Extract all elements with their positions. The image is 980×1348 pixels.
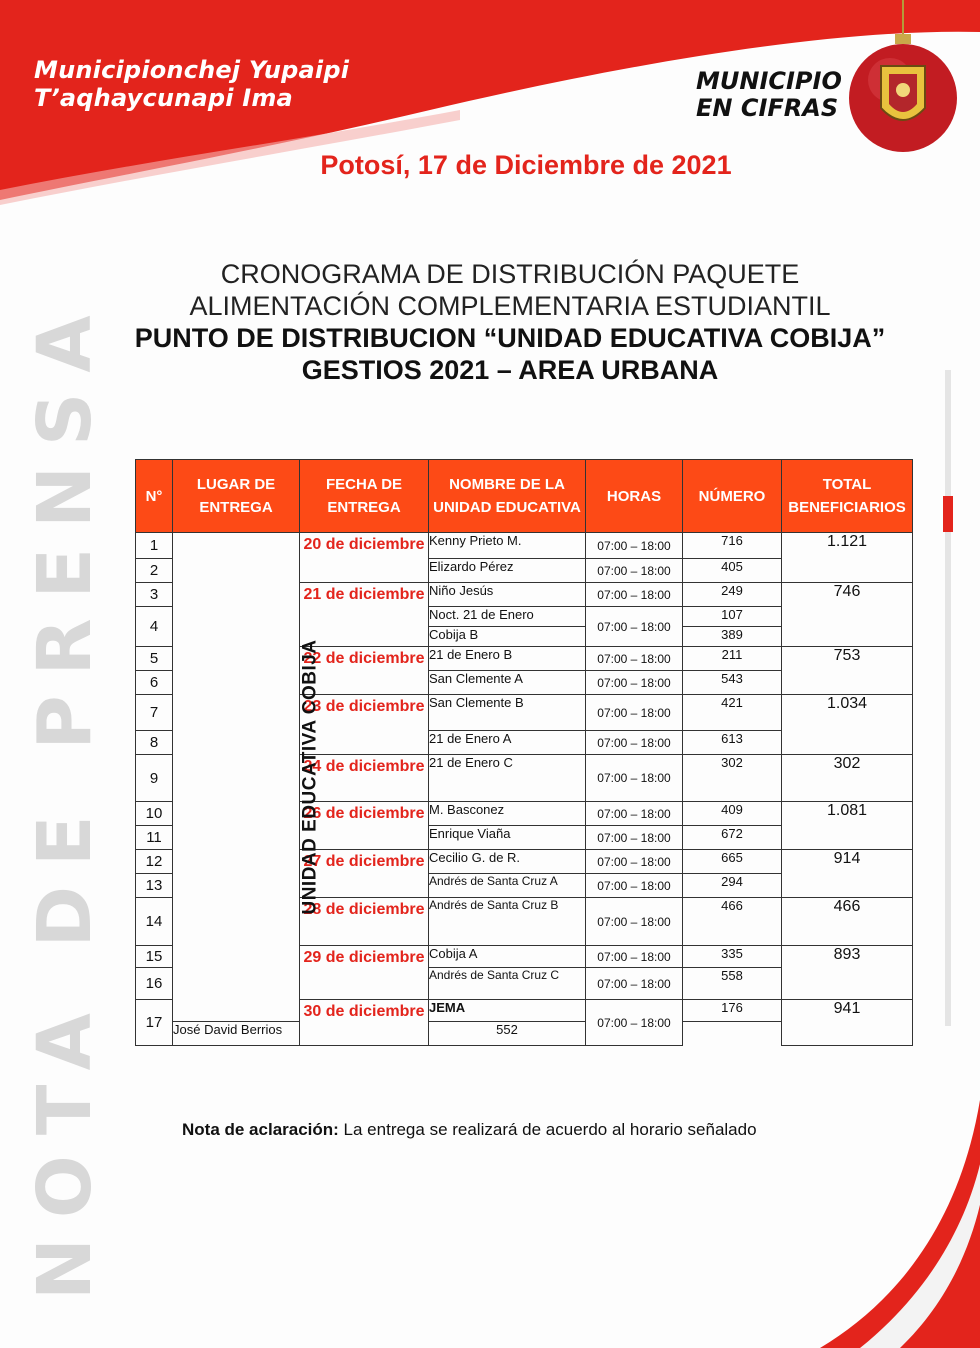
horas-cell: 07:00 – 18:00 xyxy=(586,607,683,647)
horas-cell: 07:00 – 18:00 xyxy=(586,874,683,898)
fecha-cell: 20 de diciembre xyxy=(300,533,429,583)
horas-cell: 07:00 – 18:00 xyxy=(586,533,683,559)
fecha-cell: 24 de diciembre xyxy=(300,755,429,802)
horas-cell: 07:00 – 18:00 xyxy=(586,946,683,968)
row-number: 5 xyxy=(136,647,173,671)
numero-cell: 405 xyxy=(683,559,782,583)
row-number: 8 xyxy=(136,731,173,755)
note-label: Nota de aclaración: xyxy=(182,1120,339,1139)
row-number: 12 xyxy=(136,850,173,874)
row-number: 9 xyxy=(136,755,173,802)
row-number: 16 xyxy=(136,968,173,1000)
unidad-educativa: Noct. 21 de Enero xyxy=(429,607,586,627)
title-line-1: CRONOGRAMA DE DISTRIBUCIÓN PAQUETE xyxy=(220,259,800,289)
total-cell: 1.081 xyxy=(782,802,913,850)
unidad-educativa: 21 de Enero B xyxy=(429,647,586,671)
horas-cell: 07:00 – 18:00 xyxy=(586,583,683,607)
unidad-educativa: 21 de Enero A xyxy=(429,731,586,755)
row-number: 7 xyxy=(136,695,173,731)
horas-cell: 07:00 – 18:00 xyxy=(586,755,683,802)
unidad-educativa: 21 de Enero C xyxy=(429,755,586,802)
header-lugar: LUGAR DE ENTREGA xyxy=(173,460,300,533)
row-number: 14 xyxy=(136,898,173,946)
horas-cell: 07:00 – 18:00 xyxy=(586,802,683,826)
horas-cell: 07:00 – 18:00 xyxy=(586,968,683,1000)
numero-cell: 543 xyxy=(683,671,782,695)
unidad-educativa: Cecilio G. de R. xyxy=(429,850,586,874)
nota-de-prensa-watermark: NOTA DE PRENSA xyxy=(22,295,108,1300)
row-number: 13 xyxy=(136,874,173,898)
side-scroll-marker xyxy=(943,496,953,532)
fecha-cell: 23 de diciembre xyxy=(300,695,429,755)
unidad-educativa: Cobija A xyxy=(429,946,586,968)
numero-cell: 211 xyxy=(683,647,782,671)
header-fecha: FECHA DE ENTREGA xyxy=(300,460,429,533)
row-number: 2 xyxy=(136,559,173,583)
numero-cell: 466 xyxy=(683,898,782,946)
document-date: Potosí, 17 de Diciembre de 2021 xyxy=(320,150,732,180)
numero-cell: 421 xyxy=(683,695,782,731)
brand-text xyxy=(34,56,349,112)
row-number: 6 xyxy=(136,671,173,695)
horas-cell: 07:00 – 18:00 xyxy=(586,731,683,755)
total-cell: 1.121 xyxy=(782,533,913,583)
unidad-educativa: San Clemente A xyxy=(429,671,586,695)
numero-cell: 672 xyxy=(683,826,782,850)
logo-line-1: MUNICIPIO xyxy=(696,67,842,95)
unidad-educativa: José David Berrios xyxy=(173,1022,300,1046)
table-row xyxy=(136,533,913,559)
horas-cell: 07:00 – 18:00 xyxy=(586,898,683,946)
numero-cell: 558 xyxy=(683,968,782,1000)
numero-cell: 613 xyxy=(683,731,782,755)
numero-cell: 552 xyxy=(429,1022,586,1046)
unidad-educativa: M. Basconez xyxy=(429,802,586,826)
row-number: 1 xyxy=(136,533,173,559)
unidad-educativa: Kenny Prieto M. xyxy=(429,533,586,559)
note-text: La entrega se realizará de acuerdo al horario señalado xyxy=(338,1120,757,1139)
lugar-entrega-cell xyxy=(173,533,321,1022)
title-line-2: ALIMENTACIÓN COMPLEMENTARIA ESTUDIANTIL xyxy=(189,291,831,321)
horas-cell: 07:00 – 18:00 xyxy=(586,695,683,731)
header-numero: NÚMERO xyxy=(683,460,782,533)
schedule-table xyxy=(135,459,913,1046)
fecha-cell: 26 de diciembre xyxy=(300,802,429,850)
fecha-cell: 28 de diciembre xyxy=(300,898,429,946)
clarification-note xyxy=(182,1120,757,1140)
horas-cell: 07:00 – 18:00 xyxy=(586,850,683,874)
header-total: TOTAL BENEFICIARIOS xyxy=(782,460,913,533)
side-scroll-track xyxy=(945,370,951,1026)
total-cell: 893 xyxy=(782,946,913,1000)
numero-cell: 716 xyxy=(683,533,782,559)
header-horas: HORAS xyxy=(586,460,683,533)
horas-cell: 07:00 – 18:00 xyxy=(586,1000,683,1046)
logo-line-2: EN CIFRAS xyxy=(696,94,839,122)
horas-cell: 07:00 – 18:00 xyxy=(586,826,683,850)
numero-cell: 249 xyxy=(683,583,782,607)
numero-cell: 302 xyxy=(683,755,782,802)
title-line-3: PUNTO DE DISTRIBUCION “UNIDAD EDUCATIVA COBIJA” xyxy=(134,323,886,353)
total-cell: 1.034 xyxy=(782,695,913,755)
table-header-row xyxy=(136,460,913,533)
fecha-cell: 29 de diciembre xyxy=(300,946,429,1000)
horas-cell: 07:00 – 18:00 xyxy=(586,671,683,695)
fecha-cell: 22 de diciembre xyxy=(300,647,429,695)
unidad-educativa: Enrique Viaña xyxy=(429,826,586,850)
total-cell: 466 xyxy=(782,898,913,946)
numero-cell: 409 xyxy=(683,802,782,826)
unidad-educativa: JEMA xyxy=(429,1000,586,1022)
unidad-educativa: Andrés de Santa Cruz A xyxy=(429,874,586,898)
numero-cell: 176 xyxy=(683,1000,782,1022)
horas-cell: 07:00 – 18:00 xyxy=(586,647,683,671)
unidad-educativa: Andrés de Santa Cruz B xyxy=(429,898,586,946)
municipio-en-cifras-logo xyxy=(696,68,842,122)
total-cell: 746 xyxy=(782,583,913,647)
numero-cell: 389 xyxy=(683,627,782,647)
numero-cell: 665 xyxy=(683,850,782,874)
row-number: 15 xyxy=(136,946,173,968)
header-nombre: NOMBRE DE LA UNIDAD EDUCATIVA xyxy=(429,460,586,533)
total-cell: 753 xyxy=(782,647,913,695)
numero-cell: 335 xyxy=(683,946,782,968)
row-number: 4 xyxy=(136,607,173,647)
horas-cell: 07:00 – 18:00 xyxy=(586,559,683,583)
row-number: 11 xyxy=(136,826,173,850)
total-cell: 302 xyxy=(782,755,913,802)
title-line-4: GESTIOS 2021 – AREA URBANA xyxy=(301,355,719,385)
document-title xyxy=(0,258,980,386)
fecha-cell: 30 de diciembre xyxy=(300,1000,429,1046)
municipal-shield-ornament-icon xyxy=(845,0,957,165)
header-n: N° xyxy=(136,460,173,533)
row-number: 17 xyxy=(136,1000,173,1046)
unidad-educativa: Niño Jesús xyxy=(429,583,586,607)
total-cell: 914 xyxy=(782,850,913,898)
unidad-educativa: San Clemente B xyxy=(429,695,586,731)
numero-cell: 107 xyxy=(683,607,782,627)
row-number: 10 xyxy=(136,802,173,826)
row-number: 3 xyxy=(136,583,173,607)
fecha-cell: 27 de diciembre xyxy=(300,850,429,898)
unidad-educativa: Andrés de Santa Cruz C xyxy=(429,968,586,1000)
brand-line-1: Municipionchej Yupaipi xyxy=(34,56,350,84)
fecha-cell: 21 de diciembre xyxy=(300,583,429,647)
unidad-educativa: Elizardo Pérez xyxy=(429,559,586,583)
total-cell: 941 xyxy=(782,1000,913,1046)
lugar-entrega-label: UNIDAD EDUCATIVA COBIJA xyxy=(299,639,321,915)
numero-cell: 294 xyxy=(683,874,782,898)
brand-line-2: T’aqhaycunapi Ima xyxy=(34,84,293,112)
unidad-educativa: Cobija B xyxy=(429,627,586,647)
